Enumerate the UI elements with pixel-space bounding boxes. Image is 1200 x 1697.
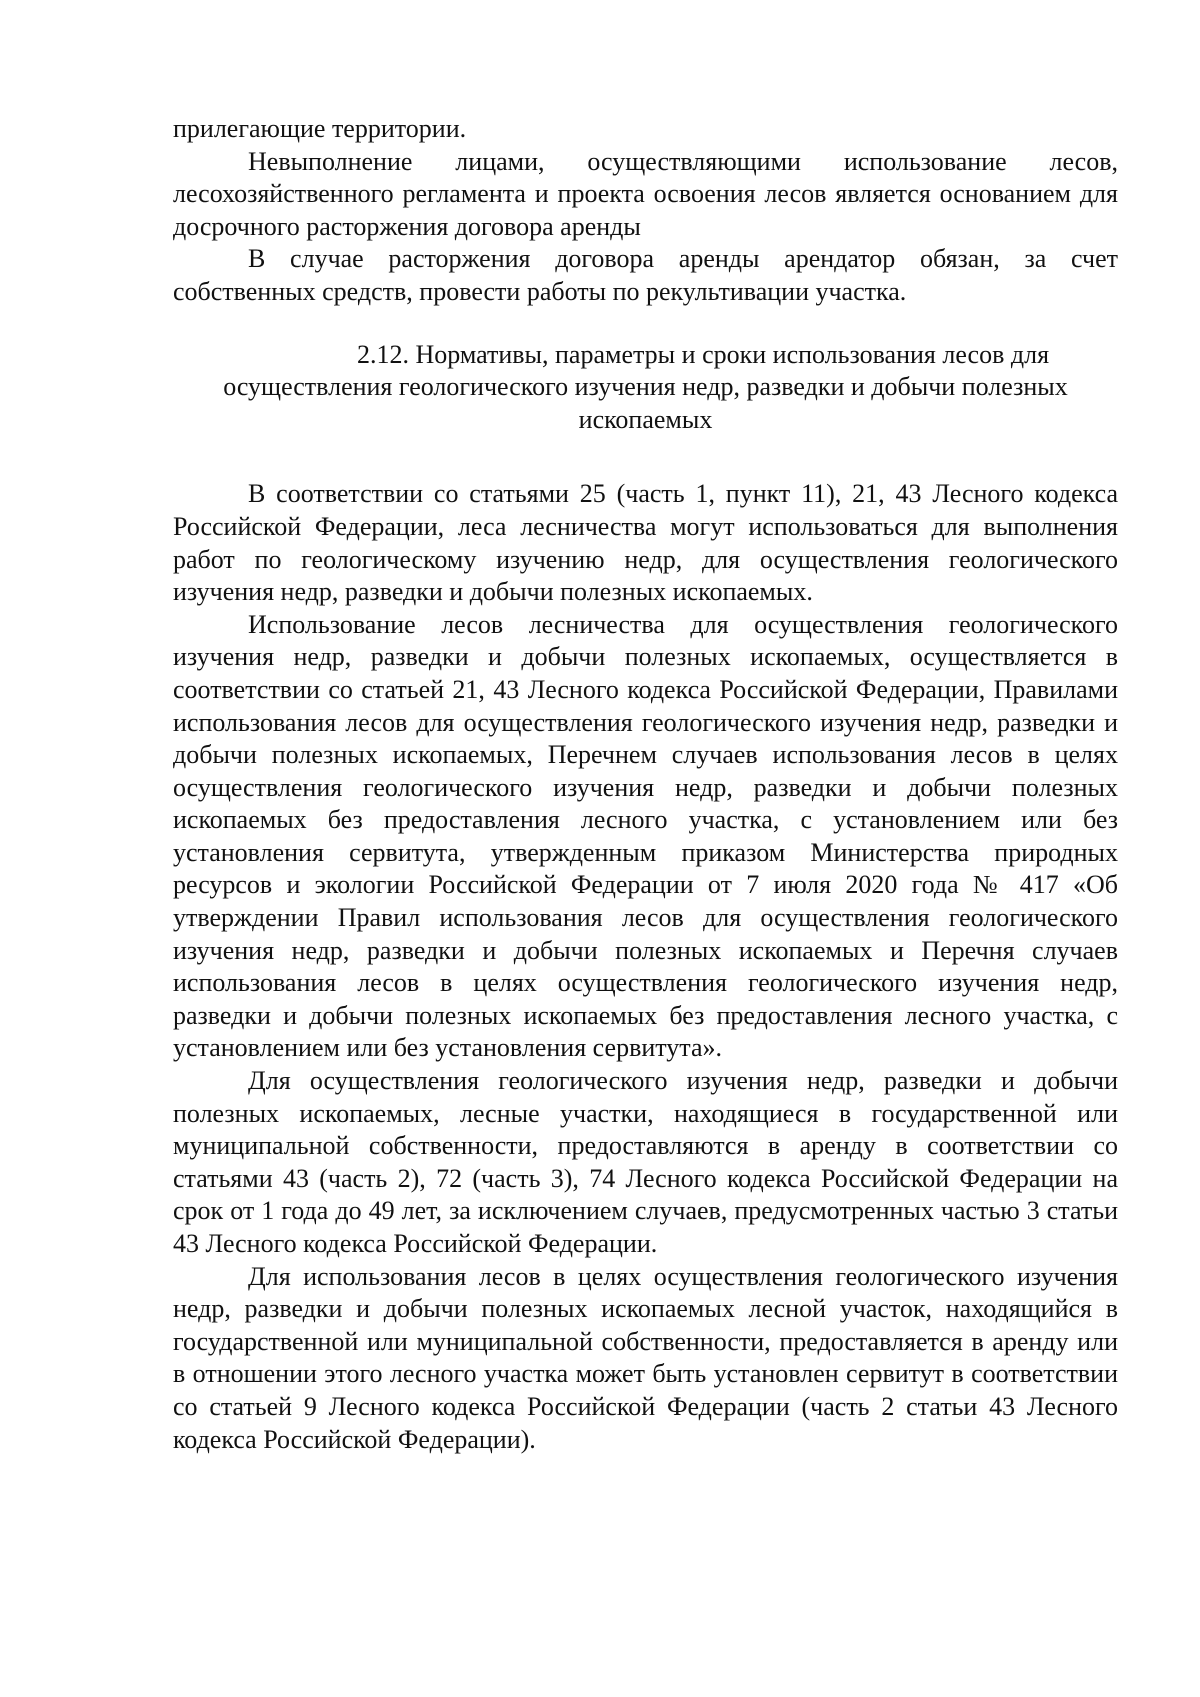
section-heading	[173, 339, 1118, 437]
paragraph-legal-basis: В соответствии со статьями 25 (часть 1, пункт 11), 21, 43 Лесного кодекса Российской Федерации, леса лесничества могут использоваться для выполнения работ по геологическому изучению недр, для осуществления геологического изучения недр, разведки и добычи полезных ископаемых.	[173, 479, 1118, 607]
section-heading-text: 2.12. Нормативы, параметры и сроки использования лесов для осуществления геологического изучения недр, разведки и добычи полезных ископаемых	[223, 339, 1068, 434]
paragraph-termination: В случае расторжения договора аренды арендатор обязан, за счет собственных средств, провести работы по рекультивации участка.	[173, 244, 1118, 306]
paragraph-usage-rules: Использование лесов лесничества для осуществления геологического изучения недр, разведки и добычи полезных ископаемых, осуществляется в соответствии со статьей 21, 43 Лесного кодекса Российской Федерации, Правилами использования лесов для осуществления геологического изучения недр, разведки и добычи полезных ископаемых, Перечнем случаев использования лесов в целях осуществления геологического изучения недр, разведки и добычи полезных ископаемых без предоставления лесного участка, с установлением или без установления сервитута, утвержденным приказом Министерства природных ресурсов и экологии Российской Федерации от 7 июля 2020 года № 417 «Об утверждении Правил использования лесов для осуществления геологического изучения недр, разведки и добычи полезных ископаемых и Перечня случаев использования лесов в целях осуществления геологического изучения недр, разведки и добычи полезных ископаемых без предоставления лесного участка, с установлением или без установления сервитута».	[173, 609, 1118, 1063]
continuation-paragraph: прилегающие территории.	[173, 114, 467, 143]
paragraph-servitude: Для использования лесов в целях осуществления геологического изучения недр, разведки и добычи полезных ископаемых лесной участок, находящийся в государственной или муниципальной собственности, предоставляется в аренду или в отношении этого лесного участка может быть установлен сервитут в соответствии со статьей 9 Лесного кодекса Российской Федерации (часть 2 статьи 43 Лесного кодекса Российской Федерации).	[173, 1261, 1118, 1454]
paragraph-lease-terms: Для осуществления геологического изучения недр, разведки и добычи полезных ископаемых, лесные участки, находящиеся в государственной или муниципальной собственности, предоставляются в аренду в соответствии со статьями 43 (часть 2), 72 (часть 3), 74 Лесного кодекса Российской Федерации на срок от 1 года до 49 лет, за исключением случаев, предусмотренных частью 3 статьи 43 Лесного кодекса Российской Федерации.	[173, 1066, 1118, 1258]
paragraph-noncompliance: Невыполнение лицами, осуществляющими использование лесов, лесохозяйственного регламента и проекта освоения лесов является основанием для досрочного расторжения договора аренды	[173, 146, 1118, 241]
